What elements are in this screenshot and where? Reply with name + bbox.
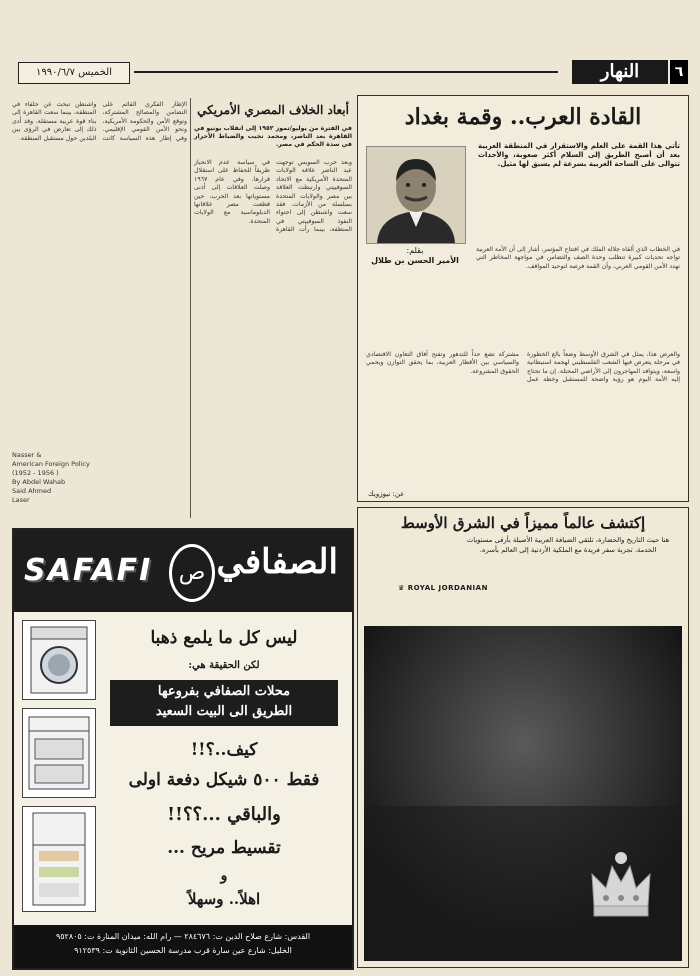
right-article — [357, 95, 689, 502]
safafi-logo-icon: ص — [169, 544, 215, 602]
byline — [366, 246, 464, 266]
rj-brand — [398, 584, 488, 592]
ad-line-6: فقط ٥٠٠ شيكل دفعة اولى — [128, 770, 320, 790]
ad-footer — [14, 925, 352, 968]
byline-label: بقلم: — [406, 246, 424, 255]
ad-line-9: و — [220, 868, 228, 884]
right-article-body-2: والعرض هذا، يمثل في الشرق الأوسط وضعاً بالغ الخطورة في مرحلة يتعرض فيها الشعب الفلسطيني لهجمة استيطانية واسعة، ويتوافد المهاجرون إلى الأراضي المحتلة. إن ما تحتاج إليه الأمة اليوم هو رؤية واضحة للمستقبل وخطة عمل مشتركة تضع حداً للتدهور وتفتح آفاق التعاون الاقتصادي والسياسي بين الأقطار العربية، بما يحقق التوازن ويحمي الحقوق المشروعة. — [366, 351, 680, 384]
references — [12, 451, 102, 505]
reference-line: Nasser & — [12, 451, 42, 459]
reference-line: American Foreign Policy — [12, 460, 90, 468]
ad-header — [14, 530, 352, 612]
author-portrait — [366, 146, 466, 244]
left-article — [12, 95, 187, 521]
footer-address-2: الخليل: شارع عين سارة قرب مدرسة الحسين الثانوية ت: ٩١٢٥٣٩ — [74, 946, 292, 955]
issue-date: الخميس ١٩٩٠/٦/٧ — [18, 62, 130, 84]
column-divider — [190, 98, 191, 518]
ad-line-10: اهلاً.. وسهلاً — [187, 890, 261, 908]
rj-brand-name: ROYAL JORDANIAN — [407, 584, 488, 592]
right-article-source: عن: نيوزويك — [368, 490, 405, 498]
page-number: ٦ — [670, 60, 688, 84]
ad-line-1: ليس كل ما يلمع ذهبا — [150, 628, 298, 648]
center-article-lead: في الفترة من يوليو/تموز ١٩٥٢ إلى انقلاب يونيو في القاهرة بعد الناصر، ومحمد نجيب والضباط الأحرار في سدة الحكم في مصر. — [194, 125, 352, 148]
royal-jordanian-advertisement — [357, 507, 689, 968]
safafi-advertisement — [12, 528, 354, 970]
masthead — [12, 60, 688, 86]
ad-line-4: الطريق الى البيت السعيد — [155, 704, 293, 719]
center-article-title: أبعاد الخلاف المصري الأمريكي — [197, 103, 349, 117]
right-article-title: القادة العرب.. وقمة بغداد — [404, 104, 642, 130]
ad-line-2: لكن الحقيقة هي: — [188, 660, 260, 671]
right-article-body-1: في الخطاب الذي ألقاه جلالة الملك في افتتاح المؤتمر، أشار إلى أن الأمة العربية تواجه تحديات كبيرة تتطلب وحدة الصف والتضامن في مواجهة المخاطر التي تهدد الأمن القومي العربي، وأن القمة فرصة لتوحيد المواقف. — [476, 246, 680, 270]
dishwasher-icon — [22, 708, 96, 798]
reference-line: (1952 - 1956 ) — [12, 469, 59, 477]
ad-line-5: كيف..؟!! — [190, 740, 258, 760]
rj-headline: إكتشف عالماً مميزاً في الشرق الأوسط — [400, 514, 646, 532]
ad-highlight-box — [110, 680, 338, 726]
center-article — [194, 95, 352, 521]
reference-line: Said Ahmed — [12, 487, 52, 495]
refrigerator-icon — [22, 806, 96, 912]
ad-line-8: تقسيط مريح ... — [167, 838, 281, 858]
byline-name: الأمير الحسن بن طلال — [371, 256, 459, 265]
reference-line: By Abdel Wahab — [12, 478, 66, 486]
royal-crown-icon — [586, 848, 656, 928]
center-article-body: وبعد حرب السويس توجهت عبد الناصر علاقة الولايات المتحدة الأمريكية مع الاتحاد السوفييتي وارتبطت العلاقة بين مصر والولايات المتحدة بسلسلة من الأزمات. فقد سعت واشنطن إلى احتواء النفوذ السوفييتي في المنطقة، بينما رأت القاهرة في سياسة عدم الانحياز طريقاً للحفاظ على استقلال قرارها. وفي عام ١٩٦٧ وصلت العلاقات إلى أدنى مستوياتها بعد الحرب، حين قطعت مصر علاقاتها الدبلوماسية مع الولايات المتحدة. — [194, 159, 352, 234]
ad-line-3: محلات الصفافي بفروعها — [157, 684, 291, 699]
left-article-body: الإطار الفكري القائم على التضامن والمصالح المشتركة، وتوقع الأمن والحكومة الأمريكية، ونحو الأمن القومي الإقليمي. وفي إطار هذه السياسة كانت واشنطن تبحث عن حلفاء في المنطقة، بينما سعت القاهرة إلى بناء قوة عربية مستقلة. وقد أدى ذلك إلى تعارض في الرؤى بين البلدين حول مستقبل المنطقة. — [12, 101, 187, 142]
rj-crown-small-icon: ♛ — [398, 584, 408, 592]
reference-line: Laser — [12, 496, 30, 504]
rj-body: هنا حيث التاريخ والحضارة، تلتقي الضيافة العربية الأصيلة بأرقى مستويات الخدمة. تجربة سفر فريدة مع الملكية الأردنية إلى العالم بأسره. — [466, 536, 670, 554]
masthead-rule — [134, 71, 558, 73]
paper-logo: النهار — [572, 60, 668, 84]
footer-address-1: القدس: شارع صلاح الدين ت: ٢٨٤٦٧٦ — رام الله: ميدان المنارة ت: ٩٥٢٨٠٥ — [55, 932, 311, 941]
right-article-lead: تأتي هذا القمة على العلم والاستقرار في المنطقة العربية بعد أن أصبح الطريق إلى السلام أكثر صعوبة، والأحداث تتوالى على الساحة العربية بسرعة لم يسبق لها مثيل. — [478, 142, 680, 168]
brand-latin: SAFAFI — [24, 553, 153, 588]
washing-machine-icon — [22, 620, 96, 700]
ad-line-7: والباقي ...؟؟!! — [167, 804, 281, 825]
brand-arabic: الصفافي — [216, 542, 338, 582]
